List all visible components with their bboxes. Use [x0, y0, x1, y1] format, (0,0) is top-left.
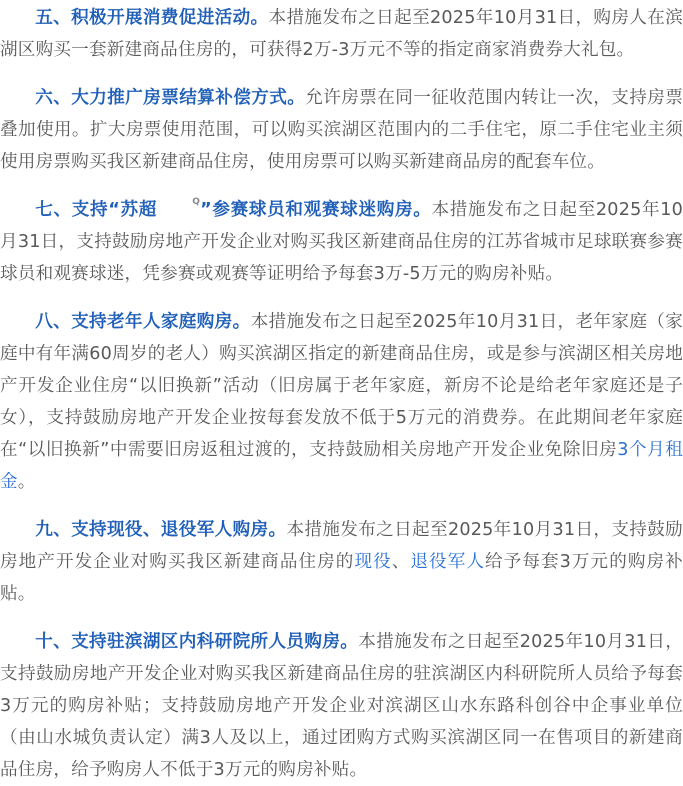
search-link-rent[interactable]: 3个月租金 — [0, 440, 683, 492]
section-7 — [0, 194, 683, 290]
section-heading: 十、支持驻滨湖区内科研院所人员购房。 — [35, 632, 359, 652]
section-heading: 五、积极开展消费促进活动。 — [35, 8, 269, 28]
section-tail: 给予每套3万元的购房补贴。 — [0, 552, 683, 604]
search-link-veterans[interactable]: 退役军人 — [410, 552, 486, 572]
section-body: 本措施发布之日起至2025年10月31日，支持鼓励房地产开发企业对购买我区新建商品住房的驻滨湖区内科研院所人员给予每套3万元的购房补贴；支持鼓励房地产开发企业对滨湖区山水东路科创谷中企事业单位（由山水城负责认定）满3人及以上，通过团购方式购买滨湖区同一在售项目的新建商品住房，给予购房人不低于3万元的购房补贴。 — [0, 632, 683, 780]
section-8 — [0, 306, 683, 498]
search-link-active-duty[interactable]: 现役 — [354, 552, 392, 572]
section-heading: 六、大力推广房票结算补偿方式。 — [35, 88, 306, 108]
section-tail: 。 — [17, 472, 36, 492]
section-6 — [0, 82, 683, 178]
section-heading — [35, 197, 432, 220]
search-icon[interactable]: Q — [192, 197, 201, 207]
section-heading: 九、支持现役、退役军人购房。 — [35, 520, 287, 540]
section-heading: 八、支持老年人家庭购房。 — [35, 312, 251, 332]
section-9 — [0, 514, 683, 610]
section-10 — [0, 626, 683, 786]
separator: 、 — [391, 552, 411, 572]
section-body: 本措施发布之日起至2025年10月31日，支持鼓励房地产开发企业对购买我区新建商品住房的江苏省城市足球联赛参赛球员和观赛球迷，凭参赛或观赛等证明给予每套3万-5万元的购房补贴。 — [0, 200, 683, 284]
heading-part: ”参赛球员和观赛球迷购房。 — [200, 200, 432, 220]
section-body: 本措施发布之日起至2025年10月31日，购房人在滨湖区购买一套新建商品住房的，可获得2万-3万元不等的指定商家消费券大礼包。 — [0, 8, 683, 60]
section-body: 本措施发布之日起至2025年10月31日，老年家庭（家庭中有年满60周岁的老人）购买滨湖区指定的新建商品住房，或是参与滨湖区相关房地产开发企业住房“以旧换新”活动（旧房属于老年家庭，新房不论是给老年家庭还是子女），支持鼓励房地产开发企业按每套发放不低于5万元的消费券。在此期间老年家庭在“以旧换新”中需要旧房返租过渡的，支持鼓励相关房地产开发企业免除旧房 — [0, 312, 683, 460]
heading-part: 七、支持“苏超 — [35, 200, 158, 220]
section-body: 允许房票在同一征收范围内转让一次，支持房票叠加使用。扩大房票使用范围，可以购买滨湖区范围内的二手住宅，原二手住宅业主须使用房票购买我区新建商品住房，使用房票可以购买新建商品房的配套车位。 — [0, 88, 683, 172]
section-body: 本措施发布之日起至2025年10月31日，支持鼓励房地产开发企业对购买我区新建商品住房的 — [0, 520, 683, 572]
section-5 — [0, 2, 683, 66]
